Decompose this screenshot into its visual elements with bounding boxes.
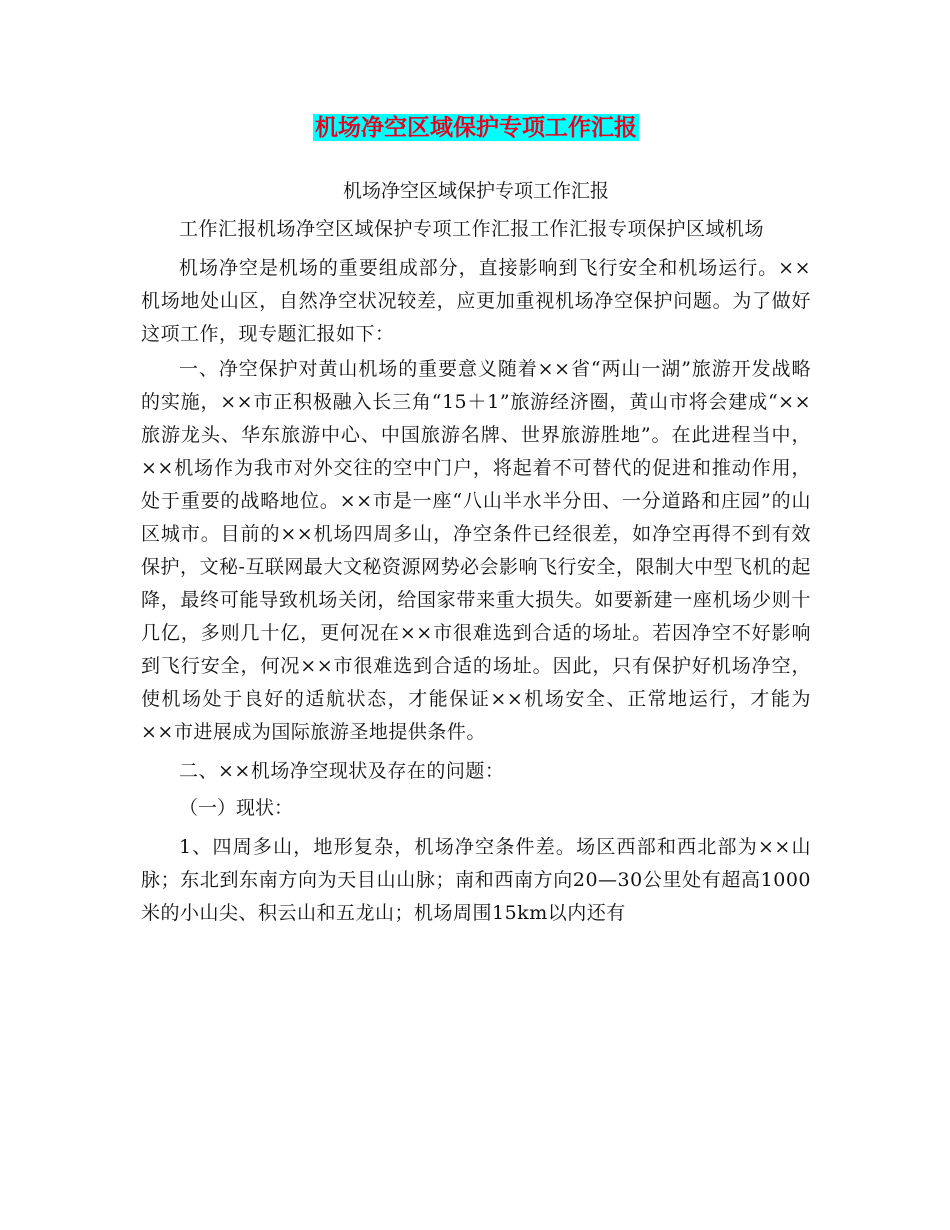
- document-title: [141, 110, 811, 146]
- subsection-current-status: （一）现状：: [179, 797, 294, 819]
- document-subtitle: 机场净空区域保护专项工作汇报: [342, 180, 609, 202]
- document-page: [141, 110, 811, 930]
- terrain-paragraph: 1、四周多山，地形复杂，机场净空条件差。场区西部和西北部为××山脉；东北到东南方向为天目山山脉；南和西南方向20—30公里处有超高1000米的小山尖、积云山和五龙山；机场周围15km以内还有: [141, 836, 811, 924]
- intro-paragraph: 机场净空是机场的重要组成部分，直接影响到飞行安全和机场运行。××机场地处山区，自然净空状况较差，应更加重视机场净空保护问题。为了做好这项工作，现专题汇报如下：: [141, 257, 811, 345]
- keywords-paragraph: 工作汇报机场净空区域保护专项工作汇报工作汇报专项保护区域机场: [179, 218, 765, 240]
- highlighted-title-text: 机场净空区域保护专项工作汇报: [315, 114, 637, 141]
- section-two-heading: 二、××机场净空现状及存在的问题：: [179, 760, 505, 782]
- importance-paragraph: 一、净空保护对黄山机场的重要意义随着××省“两山一湖”旅游开发战略的实施，××市正积极融入长三角“15＋1”旅游经济圈，黄山市将会建成“××旅游龙头、华东旅游中心、中国旅游名牌、世界旅游胜地”。在此进程当中，××机场作为我市对外交往的空中门户，将起着不可替代的促进和推动作用，处于重要的战略地位。××市是一座“八山半水半分田、一分道路和庄园”的山区城市。目前的××机场四周多山，净空条件已经很差，如净空再得不到有效保护，文秘-互联网最大文秘资源网势必会影响飞行安全，限制大中型飞机的起降，最终可能导致机场关闭，给国家带来重大损失。如要新建一座机场少则十几亿，多则几十亿，更何况在××市很难选到合适的场址。若因净空不好影响到飞行安全，何况××市很难选到合适的场址。因此，只有保护好机场净空，使机场处于良好的适航状态，才能保证××机场安全、正常地运行，才能为××市进展成为国际旅游圣地提供条件。: [141, 358, 811, 743]
